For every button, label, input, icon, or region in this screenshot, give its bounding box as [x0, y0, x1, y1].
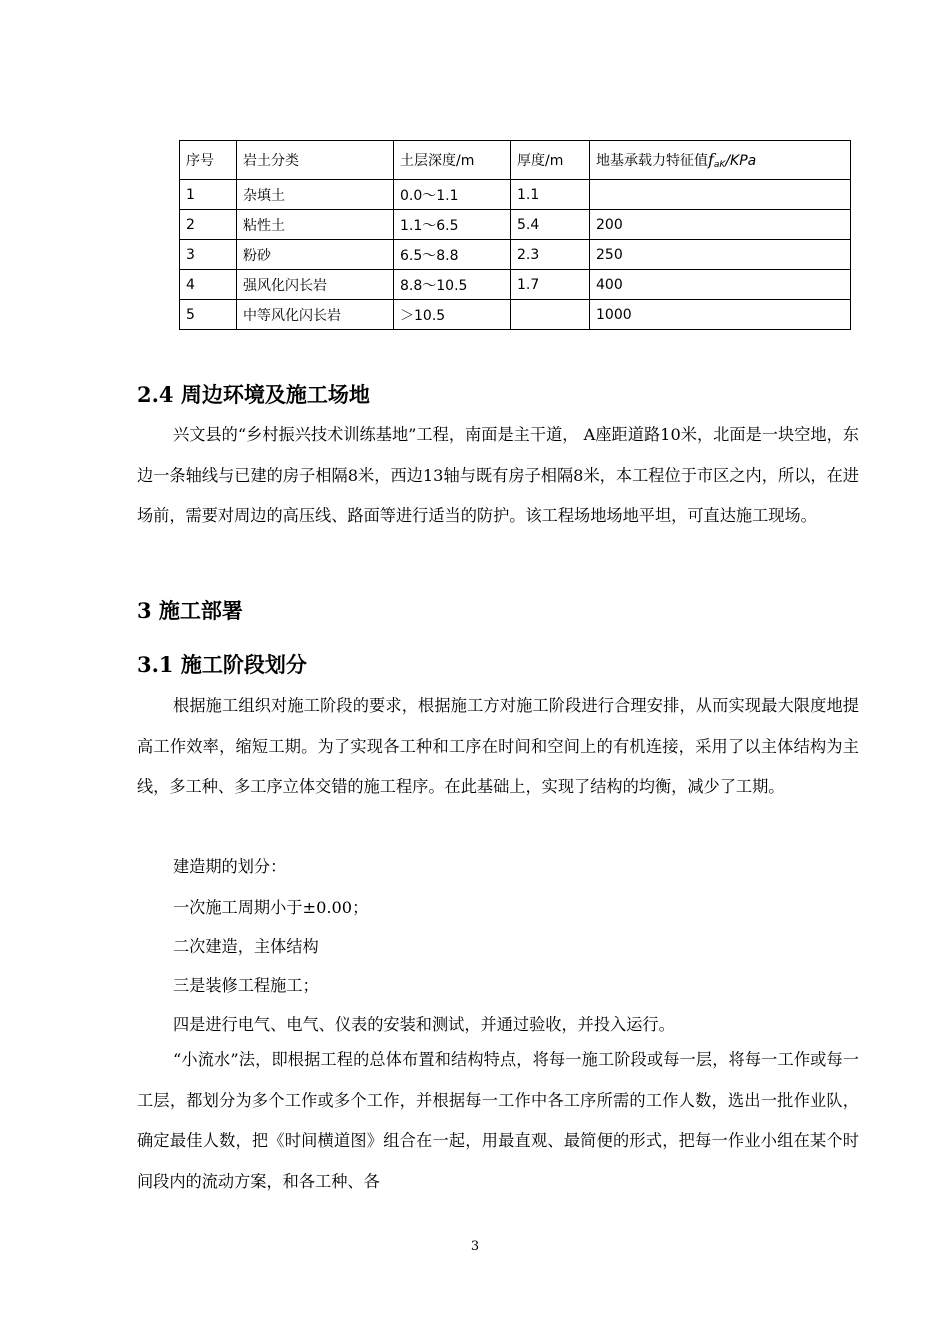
table-cell: 1.1: [511, 180, 590, 210]
table-body: [180, 180, 851, 330]
table-cell: [590, 180, 851, 210]
heading-3-1: 3.1 施工阶段划分: [137, 652, 307, 677]
header-depth: 土层深度/m: [394, 141, 511, 180]
paragraph-3-1-b: “小流水”法，即根据工程的总体布置和结构特点，将每一施工阶段或每一层，将每一工作或每一工层，都划分为多个工作或多个工作，并根据每一工作中各工序所需的工作人数，选出一批作业队，确定最佳人数，把《时间横道图》组合在一起，用最直观、最简便的形式，把每一作业小组在某个时间段内的流动方案，和各工种、各: [137, 1050, 859, 1191]
table-cell: 强风化闪长岩: [237, 270, 394, 300]
table-cell: 1: [180, 180, 237, 210]
table-row: [180, 210, 851, 240]
table-cell: [511, 300, 590, 330]
header-symbol: f: [708, 150, 714, 169]
header-symbol-sub: aK: [713, 160, 726, 170]
table-cell: 1.7: [511, 270, 590, 300]
table-cell: 2.3: [511, 240, 590, 270]
table-cell: 粉砂: [237, 240, 394, 270]
table-cell: 粘性土: [237, 210, 394, 240]
table-cell: 5.4: [511, 210, 590, 240]
table-row: [180, 300, 851, 330]
table-cell: 8.8～10.5: [394, 270, 511, 300]
table-cell: 杂填土: [237, 180, 394, 210]
paragraph-2-4: 兴文县的“乡村振兴技术训练基地”工程，南面是主干道， A座距道路10米，北面是一块空地，东边一条轴线与已建的房子相隔8米，西边13轴与既有房子相隔8米，本工程位于市区之内，所以，在进场前，需要对周边的高压线、路面等进行适当的防护。该工程场地场地平坦，可直达施工现场。: [137, 425, 859, 525]
header-soil-type: 岩土分类: [237, 141, 394, 180]
heading-2-4: 2.4 周边环境及施工场地: [137, 382, 370, 407]
table-row: [180, 240, 851, 270]
table-cell: 2: [180, 210, 237, 240]
table-cell: 0.0～1.1: [394, 180, 511, 210]
paragraph-3-1-a: 根据施工组织对施工阶段的要求，根据施工方对施工阶段进行合理安排，从而实现最大限度地提高工作效率，缩短工期。为了实现各工种和工序在时间和空间上的有机连接，采用了以主体结构为主线，多工种、多工序立体交错的施工程序。在此基础上，实现了结构的均衡，减少了工期。: [137, 696, 859, 796]
table-cell: 1000: [590, 300, 851, 330]
header-index: 序号: [180, 141, 237, 180]
table-cell: 5: [180, 300, 237, 330]
header-bearing-label: 地基承载力特征值: [596, 153, 708, 169]
soil-layer-table: [179, 140, 851, 330]
table-row: [180, 270, 851, 300]
header-unit: /KPa: [725, 153, 757, 169]
table-cell: 200: [590, 210, 851, 240]
table-cell: ＞10.5: [394, 300, 511, 330]
header-bearing-capacity: [590, 141, 851, 180]
heading-3: 3 施工部署: [137, 598, 243, 623]
table-row: [180, 180, 851, 210]
table-header-row: [180, 141, 851, 180]
table-cell: 400: [590, 270, 851, 300]
line-stage-4: 四是进行电气、电气、仪表的安装和测试，并通过验收，并投入运行。: [173, 1015, 675, 1034]
line-stage-1: 一次施工周期小于±0.00；: [173, 898, 369, 917]
table-cell: 250: [590, 240, 851, 270]
header-thickness: 厚度/m: [511, 141, 590, 180]
line-stage-3: 三是装修工程施工；: [173, 976, 319, 995]
table-cell: 1.1～6.5: [394, 210, 511, 240]
table-cell: 4: [180, 270, 237, 300]
line-period-division: 建造期的划分：: [173, 857, 287, 876]
table-cell: 3: [180, 240, 237, 270]
table-cell: 6.5～8.8: [394, 240, 511, 270]
line-stage-2: 二次建造，主体结构: [173, 937, 319, 956]
page-number: 3: [470, 1239, 480, 1254]
table-cell: 中等风化闪长岩: [237, 300, 394, 330]
